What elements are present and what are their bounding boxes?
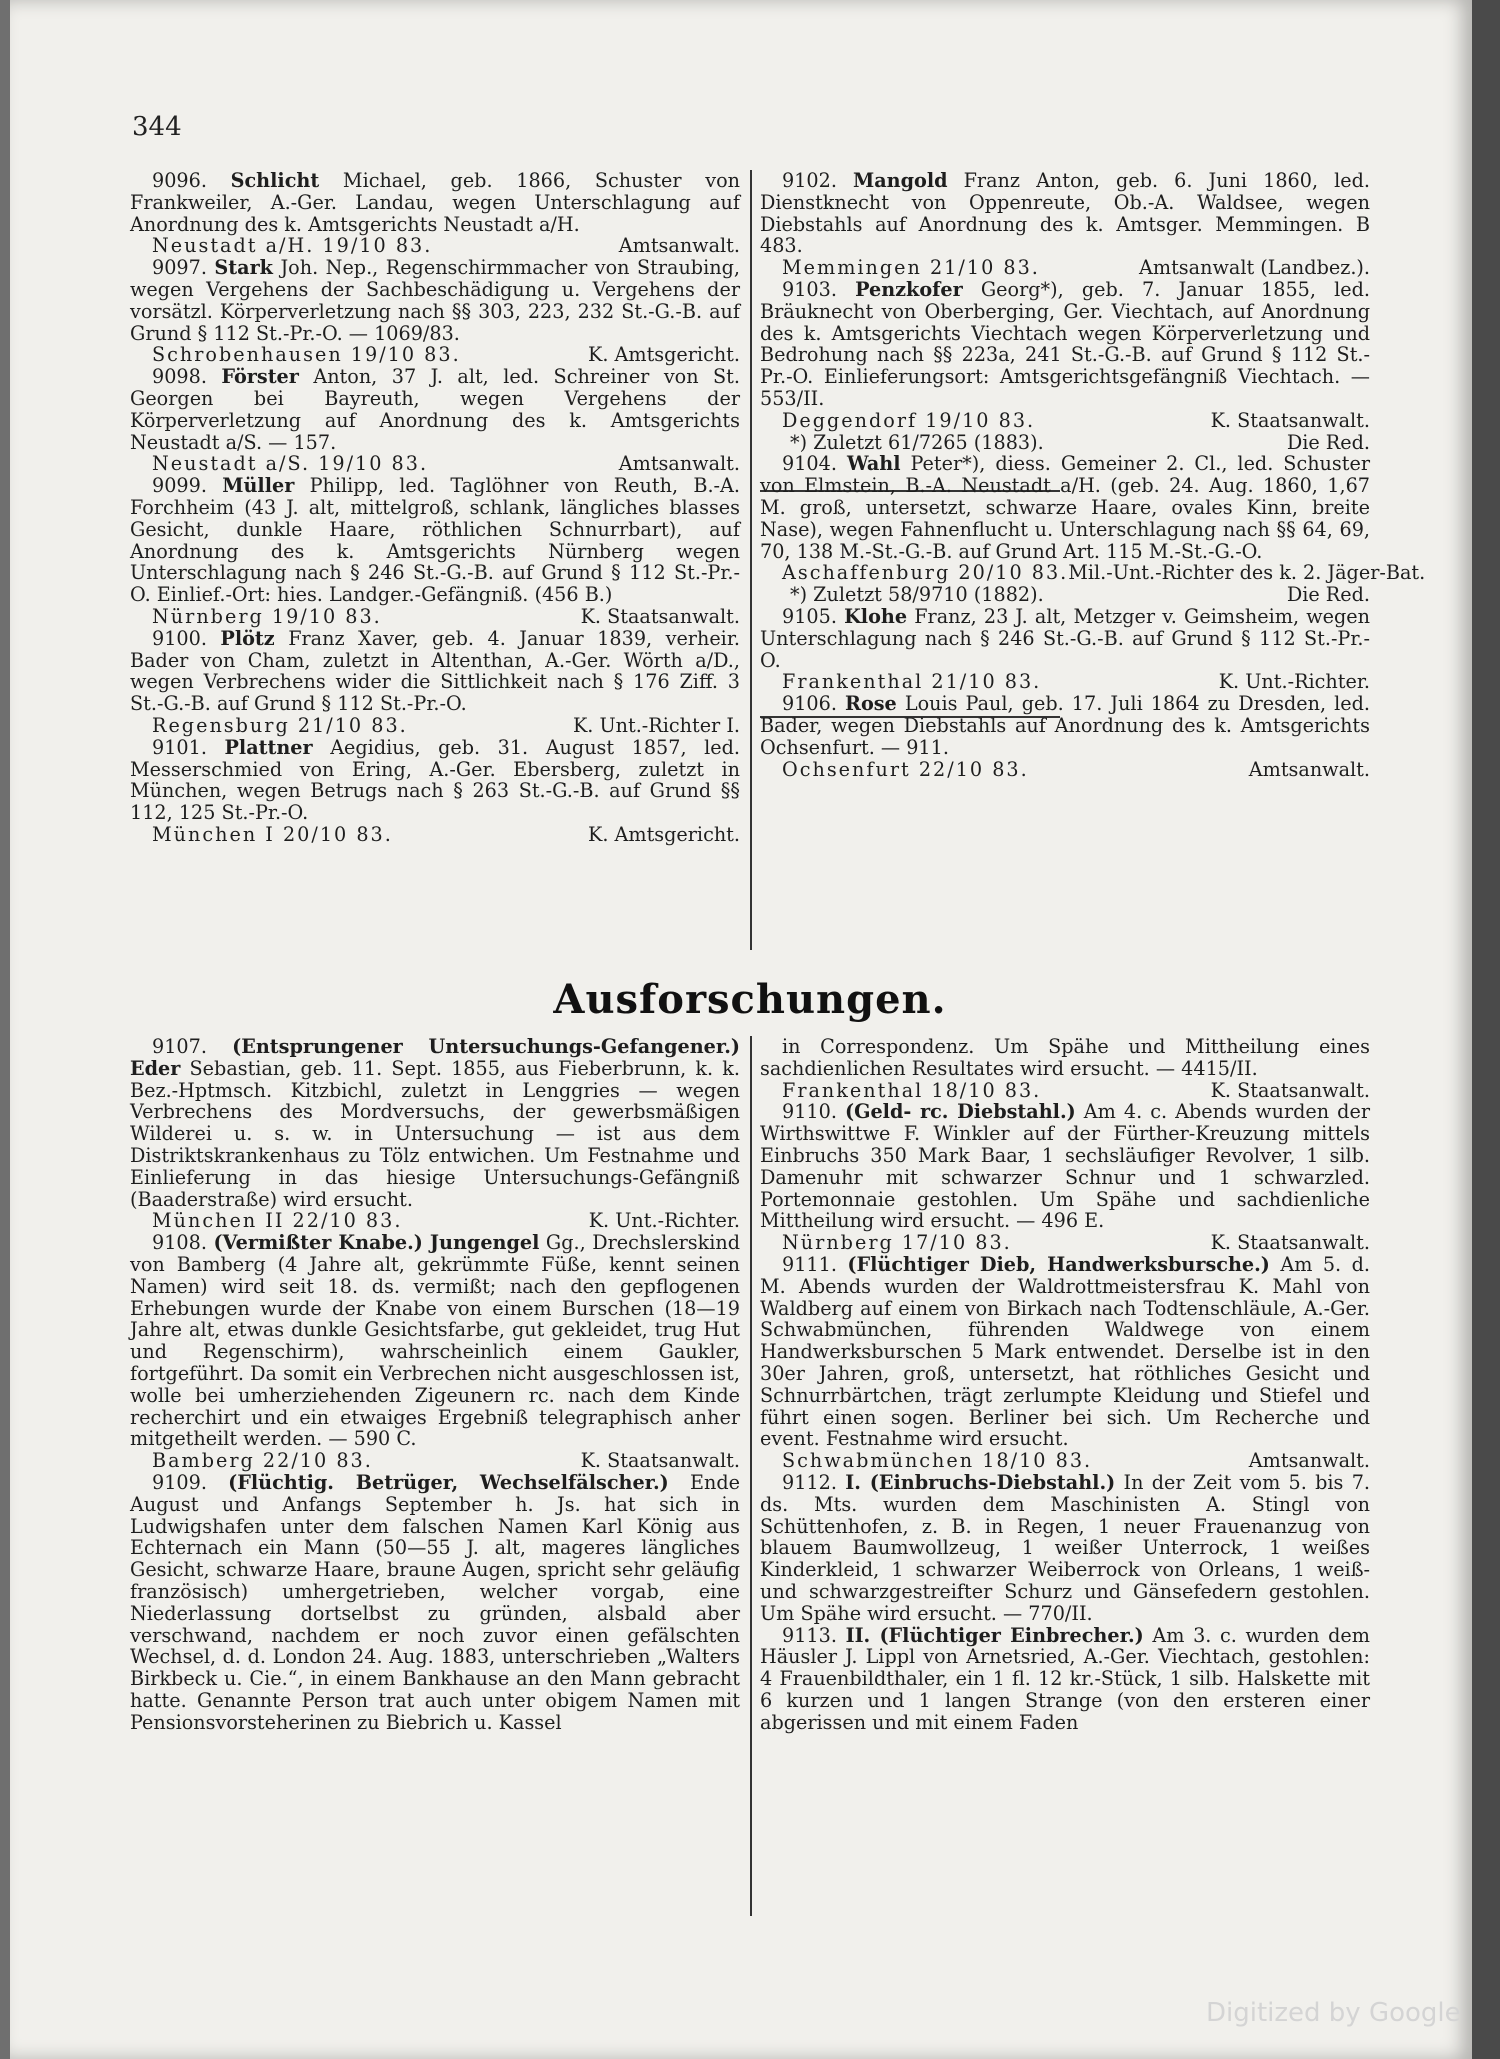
signature-office: Mil.-Unt.-Richter des k. 2. Jäger-Bat. — [1068, 561, 1426, 585]
footnote-editor: Die Red. — [1286, 430, 1370, 454]
signature-office: Amtsanwalt. — [1248, 757, 1370, 781]
entry-paragraph — [130, 1472, 740, 1734]
entry-number: 9102. — [782, 169, 837, 192]
entry-name: Mangold — [853, 169, 948, 192]
entry-signature — [130, 344, 740, 366]
entry-signature — [760, 1232, 1370, 1254]
entry-text: Michael, geb. 1866, Schuster von Frankweiler, A.-Ger. Landau, wegen Unterschlagung auf Anordnung des k. Amtsgerichts Neustadt a/H. — [130, 169, 740, 236]
entry-signature — [130, 715, 740, 737]
entry-name: I. (Einbruchs-Diebstahl.) — [845, 1470, 1116, 1494]
entry-signature — [760, 257, 1370, 279]
entry-paragraph — [760, 170, 1370, 257]
entry-paragraph — [130, 737, 740, 824]
entry-signature — [130, 453, 740, 475]
entry-number: 9096. — [152, 169, 207, 192]
entry-number: 9112. — [782, 1470, 837, 1494]
signature-place: Neustadt a/H. 19/10 83. — [152, 234, 433, 258]
signature-place: Regensburg 21/10 83. — [152, 713, 408, 737]
entry-signature — [130, 606, 740, 628]
entry-paragraph — [130, 366, 740, 453]
entry-text: Joh. Nep., Regenschirmmacher von Straubing, wegen Vergehens der Sachbeschädigung u. Vergehens der vorsätzl. Körperverletzung nach §§ 303, 223, 232 St.-G.-B. auf Grund § 112 St.-Pr.-O. — 1069/83. — [130, 256, 740, 345]
footnote-editor: Die Red. — [1286, 583, 1370, 607]
entry-number: 9099. — [152, 474, 207, 498]
column-lower-left — [130, 1036, 740, 1734]
entry-name: Wahl — [846, 452, 901, 476]
entry-name: (Flüchtig. Betrüger, Wechselfälscher.) — [228, 1470, 669, 1494]
signature-office: Amtsanwalt. — [618, 452, 740, 476]
entry-paragraph — [760, 453, 1370, 562]
footnote-text: *) Zuletzt 61/7265 (1883). — [790, 430, 1044, 454]
watermark: Digitized by Google — [1206, 1998, 1461, 2028]
entry-signature — [130, 824, 740, 846]
scan-shadow-left — [0, 0, 10, 2059]
entry-paragraph — [760, 1472, 1370, 1625]
entry-name: Förster — [221, 365, 299, 389]
entry-name: Rose — [845, 692, 897, 716]
entry-name: (Vermißter Knabe.) Jungengel — [213, 1231, 540, 1255]
signature-place: Schrobenhausen 19/10 83. — [152, 343, 461, 367]
entry-text: Sebastian, geb. 11. Sept. 1855, aus Fieberbrunn, k. k. Bez.-Hptmsch. Kitzbichl, zuletzt in Lenggries — wegen Verbrechens des Mordversuchs, der gewerbsmäßigen Wilderei u. s. w. in Untersuchung — ist aus dem Distriktskrankenhaus zu Tölz entwichen. Um Festnahme und Einlieferung in das hiesige Untersuchungs-Gefängniß (Baaderstraße) wird ersucht. — [130, 1056, 741, 1211]
signature-office: K. Staatsanwalt. — [580, 1449, 740, 1473]
signature-office: K. Unt.-Richter. — [588, 1209, 740, 1233]
signature-office: K. Amtsgericht. — [587, 343, 740, 367]
footnote — [760, 432, 1370, 454]
entry-name: Plattner — [224, 735, 313, 759]
signature-place: Frankenthal 21/10 83. — [782, 670, 1042, 694]
entry-paragraph — [760, 1254, 1370, 1450]
entry-number: 9105. — [782, 604, 837, 628]
signature-office: K. Staatsanwalt. — [580, 604, 740, 628]
entry-text: Franz, 23 J. alt, Metzger v. Geimsheim, wegen Unterschlagung nach § 246 St.-G.-B. auf Grund § 112 St.-Pr.-O. — [760, 604, 1370, 672]
entry-number: 9107. — [152, 1035, 207, 1058]
signature-place: München I 20/10 83. — [152, 822, 393, 846]
scan-edge-right — [1472, 0, 1500, 2059]
entry-number: 9103. — [782, 277, 837, 301]
entry-text: Anton, 37 J. alt, led. Schreiner von St. Georgen bei Bayreuth, wegen Vergehens der Körperverletzung auf Anordnung des k. Amtsgerichts Neustadt a/S. — 157. — [130, 365, 740, 454]
entry-number: 9104. — [782, 452, 837, 476]
entry-text: Am 4. c. Abends wurden der Wirthswittwe F. Winkler auf der Fürther-Kreuzung mittels Einbruchs 350 Mark Baar, 1 sechsläufiger Revolver, 1 silb. Damenuhr mit schwarzer Schnur und 1 schwarzled. Portemonnaie gestohlen. Um Spähe und sachdienliche Mittheilung wird ersucht. — 496 E. — [760, 1100, 1370, 1233]
signature-office: K. Unt.-Richter I. — [572, 713, 740, 737]
signature-office: Amtsanwalt (Landbez.). — [1139, 256, 1370, 280]
entry-paragraph — [760, 1625, 1370, 1734]
section-heading: Ausforschungen. — [553, 976, 947, 1023]
signature-office: Amtsanwalt. — [1248, 1449, 1370, 1473]
entry-signature — [760, 1450, 1370, 1472]
entry-signature — [760, 759, 1370, 781]
entry-text: Am 3. c. wurden dem Häusler J. Lippl von Arnetsried, A.-Ger. Viechtach, gestohlen: 4 Frauenbildthaler, ein 1 fl. 12 kr.-Stück, 1 silb. Halskette mit 6 kurzen und 1 langen Strange (von den ersteren einer abgerissen und mit einem Faden — [760, 1623, 1370, 1734]
signature-office: K. Unt.-Richter. — [1218, 670, 1370, 694]
entry-paragraph — [760, 279, 1370, 410]
entry-text: Franz Anton, geb. 6. Juni 1860, led. Dienstknecht von Oppenreute, Ob.-A. Waldsee, wegen Diebstahls auf Anordnung des k. Amtsger. Memmingen. B 483. — [760, 169, 1370, 258]
entry-text: In der Zeit vom 5. bis 7. ds. Mts. wurden dem Maschinisten A. Stingl von Schüttenhofen, z. B. in Regen, 1 neuer Frauenanzug von blauem Baumwollzeug, 1 weißer Unterrock, 1 weißes Kinderkleid, 1 schwarzer Weiberrock von Orleans, 1 weiß- und schwarzgestreifter Schurz und Gänsefedern gestohlen. Um Spähe wird ersucht. — 770/II. — [760, 1470, 1370, 1625]
signature-place: Aschaffenburg 20/10 83. — [782, 561, 1069, 585]
entry-number: 9097. — [152, 256, 207, 280]
entry-name: Stark — [214, 256, 273, 280]
signature-place: Frankenthal 18/10 83. — [782, 1078, 1042, 1102]
signature-office: K. Staatsanwalt. — [1210, 1078, 1370, 1102]
column-upper-left — [130, 170, 740, 846]
entry-paragraph — [760, 693, 1370, 758]
signature-office: K. Amtsgericht. — [587, 822, 740, 846]
entry-signature — [130, 1450, 740, 1472]
entry-text: Ende August und Anfangs September h. Js. hat sich in Ludwigshafen unter dem falschen Namen Karl König aus Echternach ein Mann (50—55 J. alt, mageres längliches Gesicht, schwarze Haare, braune Augen, spricht sehr geläufig französisch) umhergetrieben, welcher vorgab, eine Niederlassung dortselbst zu gründen, alsbald aber verschwand, nachdem er noch zuvor einen gefälschten Wechsel, d. d. London 24. Aug. 1883, unterschrieben „Walters Birkbeck u. Cie.“, in einem Bankhause an den Mann gebracht hatte. Genannte Person trat auch unter obigem Namen mit Pensionsvorsteherinen zu Biebrich u. Kassel — [130, 1470, 740, 1734]
entry-paragraph — [130, 475, 740, 606]
entry-text: Georg*), geb. 7. Januar 1855, led. Bräuknecht von Oberberging, Ger. Viechtach, auf Anordnung des k. Amtsgerichts Viechtach wegen Körperverletzung und Bedrohung nach §§ 223a, 241 St.-G.-B. auf Grund § 112 St.-Pr.-O. Einlieferungsort: Amtsgerichtsgefängniß Viechtach. — 553/II. — [760, 277, 1370, 410]
signature-place: Nürnberg 19/10 83. — [152, 604, 382, 628]
footnote-text: *) Zuletzt 58/9710 (1882). — [790, 583, 1044, 607]
entry-text: Louis Paul, geb. 17. Juli 1864 zu Dresden, led. Bader, wegen Diebstahls auf Anordnung des k. Amtsgerichts Ochsenfurt. — 911. — [760, 692, 1370, 759]
entry-paragraph — [760, 1101, 1370, 1232]
column-upper-right — [760, 169, 1426, 781]
signature-place: Memmingen 21/10 83. — [782, 256, 1040, 280]
entry-signature — [130, 235, 740, 257]
column-divider-top — [750, 170, 752, 950]
page-number: 344 — [132, 112, 182, 142]
entry-paragraph — [130, 1232, 740, 1450]
entry-number: 9110. — [782, 1100, 837, 1124]
entry-paragraph — [130, 628, 740, 715]
signature-place: Ochsenfurt 22/10 83. — [782, 757, 1029, 781]
entry-text: Franz Xaver, geb. 4. Januar 1839, verheir. Bader von Cham, zuletzt in Altenthan, A.-Ger. Wörth a/D., wegen Verbrechens wider die Sittlichkeit nach § 176 Ziff. 3 St.-G.-B. auf Grund § 112 St.-Pr.-O. — [130, 626, 740, 716]
entry-signature — [130, 1210, 740, 1232]
entry-paragraph — [130, 257, 740, 344]
footnote — [760, 584, 1370, 606]
column-lower-right — [760, 1036, 1370, 1734]
entry-name: (Geld- rc. Diebstahl.) — [845, 1100, 1076, 1124]
signature-place: Bamberg 22/10 83. — [152, 1449, 373, 1473]
entry-paragraph — [760, 606, 1370, 671]
entry-signature — [760, 561, 1426, 585]
entry-name: Klohe — [844, 604, 908, 628]
entry-text: Gg., Drechslerskind von Bamberg (4 Jahre alt, gekrümmte Füße, kennt seinen Namen) wird seit 18. ds. vermißt; nach den gepflogenen Erhebungen wurde der Knabe von einem Burschen (18—19 Jahre alt, etwas dunkle Gesichtsfarbe, gut gekleidet, trug Hut und Regenschirm), wahrscheinlich einem Gaukler, fortgeführt. Da somit ein Verbrechen nicht ausgeschlossen ist, wolle bei umherziehenden Zigeunern rc. nach dem Kinde recherchirt und ein etwaiges Ergebniß telegraphisch anher mitgetheilt werden. — 590 C. — [130, 1231, 741, 1451]
entry-name: Penzkofer — [855, 277, 963, 301]
signature-place: Nürnberg 17/10 83. — [782, 1231, 1012, 1255]
signature-office: K. Staatsanwalt. — [1210, 408, 1370, 432]
entry-text: Philipp, led. Taglöhner von Reuth, B.-A. Forchheim (43 J. alt, mittelgroß, schlank, längliches blasses Gesicht, dunkle Haare, röthlichen Schnurrbart), auf Anordnung des k. Amtsgerichts Nürnberg wegen Unterschlagung nach § 246 St.-G.-B. auf Grund § 112 St.-Pr.-O. Einlief.-Ort: hies. Landger.-Gefängniß. (456 B.) — [130, 474, 740, 607]
signature-office: Amtsanwalt. — [618, 234, 740, 258]
entry-signature — [760, 671, 1370, 693]
signature-place: München II 22/10 83. — [152, 1209, 403, 1233]
entry-name: Schlicht — [230, 169, 320, 192]
entry-text: Peter*), diess. Gemeiner 2. Cl., led. Schuster von Elmstein, B.-A. Neustadt a/H. (geb. 24. Aug. 1860, 1,67 M. groß, untersetzt, schwarze Haare, ovales Kinn, breite Nase), wegen Fahnenflucht u. Unterschlagung nach §§ 64, 69, 70, 138 M.-St.-G.-B. auf Grund Art. 115 M.-St.-G.-O. — [760, 452, 1370, 563]
entry-number: 9101. — [152, 735, 207, 759]
entry-number: 9100. — [152, 626, 207, 650]
entry-paragraph — [130, 1036, 740, 1210]
entry-name: Müller — [222, 474, 295, 498]
entry-number: 9106. — [782, 692, 837, 716]
entry-paragraph — [130, 170, 740, 235]
entry-number: 9109. — [152, 1470, 207, 1494]
entry-text: Aegidius, geb. 31. August 1857, led. Messerschmied von Ering, A.-Ger. Ebersberg, zuletzt in München, wegen Betrugs nach § 263 St.-G.-B. auf Grund §§ 112, 125 St.-Pr.-O. — [130, 735, 740, 825]
entry-paragraph — [760, 1036, 1370, 1080]
entry-name: (Flüchtiger Dieb, Handwerksbursche.) — [847, 1252, 1270, 1276]
signature-office: K. Staatsanwalt. — [1210, 1231, 1370, 1255]
entry-signature — [760, 1080, 1370, 1102]
entry-number: 9108. — [152, 1231, 207, 1255]
entry-text: Am 5. d. M. Abends wurden der Waldrottmeistersfrau K. Mahl von Waldberg auf einem von Birkach nach Todtenschläule, A.-Ger. Schwabmünchen, führenden Waldwege von einem Handwerksburschen 5 Mark entwendet. Derselbe ist in den 30er Jahren, groß, untersetzt, hat röthliches Gesicht und Schnurrbärtchen, trägt zerlumpte Kleidung und Stiefel und führt einen sogen. Berliner bei sich. Um Recherche und event. Festnahme wird ersucht. — [760, 1252, 1370, 1451]
entry-name: II. (Flüchtiger Einbrecher.) — [845, 1623, 1144, 1647]
column-divider-bottom — [750, 1036, 752, 1916]
signature-place: Schwabmünchen 18/10 83. — [782, 1449, 1093, 1473]
signature-place: Neustadt a/S. 19/10 83. — [152, 452, 429, 476]
entry-number: 9113. — [782, 1623, 837, 1647]
entry-number: 9098. — [152, 365, 207, 389]
entry-signature — [760, 410, 1370, 432]
entry-number: 9111. — [782, 1252, 837, 1276]
entry-text: in Correspondenz. Um Spähe und Mittheilung eines sachdienlichen Resultates wird ersucht. — 4415/II. — [760, 1035, 1370, 1080]
signature-place: Deggendorf 19/10 83. — [782, 408, 1036, 432]
entry-name: (Entsprungener Untersuchungs-Gefangener.) Eder — [130, 1035, 740, 1080]
entry-name: Plötz — [220, 626, 275, 650]
